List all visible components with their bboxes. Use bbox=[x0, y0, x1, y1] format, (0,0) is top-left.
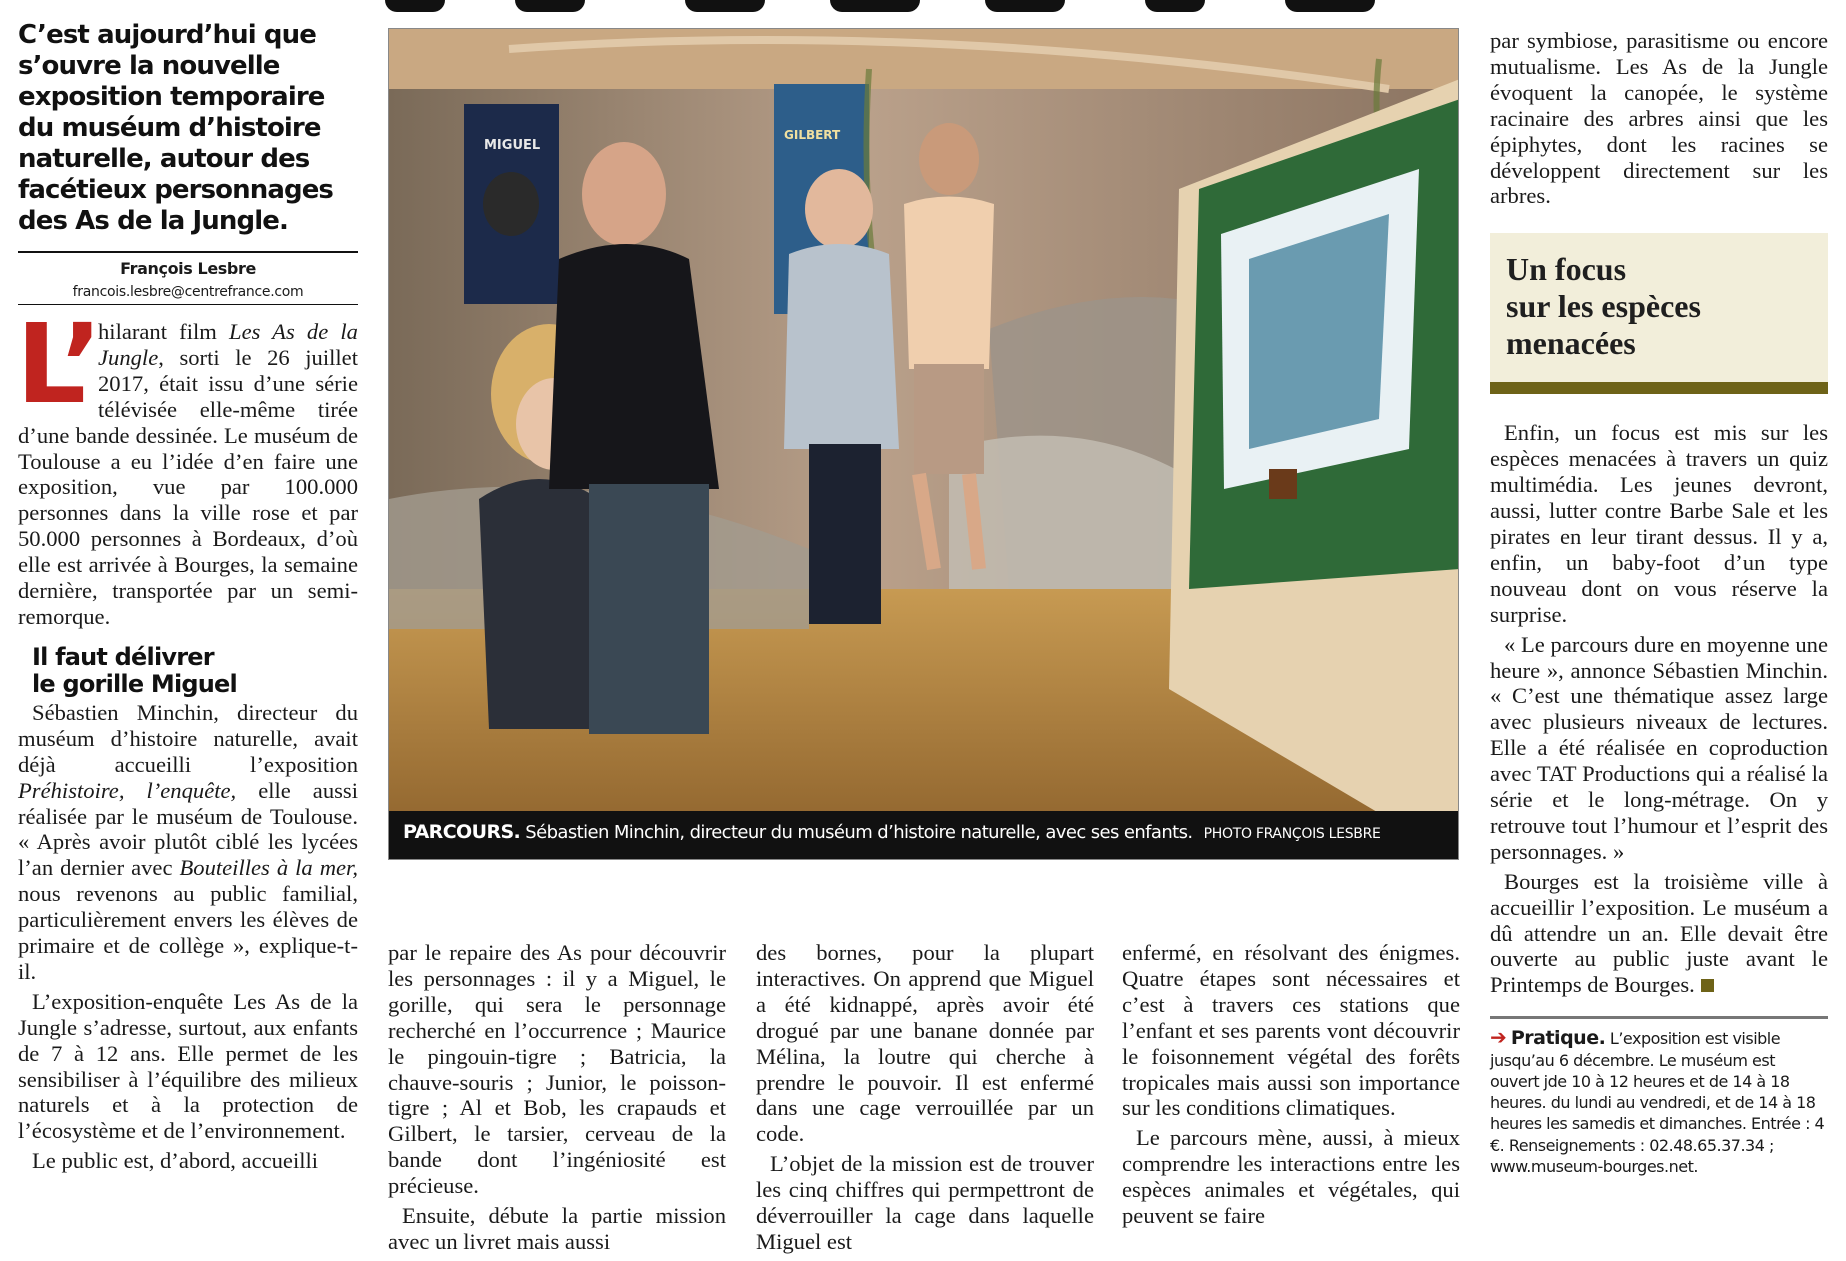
column-3-paragraph-2: L’objet de la mission est de trouver les cinq chiffres qui permpettront de déverrouiller la cage dans laquelle Miguel est bbox=[756, 1151, 1094, 1254]
end-mark-icon bbox=[1701, 979, 1714, 992]
column-4-paragraph-1: enfermé, en résolvant des énigmes. Quatre étapes sont nécessaires et c’est à travers ces stations que l’enfant et ses parents vont découvrir le foisonnement végétal des forêts tropicales mais aussi son importance sur les conditions climatiques. bbox=[1122, 940, 1460, 1121]
column-5-paragraph-1: par symbiose, parasitisme ou encore mutualisme. Les As de la Jungle évoquent la canopée, le système racinaire des arbres ainsi que les épiphytes, dont les racines se développent directement sur les arbres. bbox=[1490, 28, 1828, 209]
film-title: Les As de la Jungle bbox=[98, 319, 358, 370]
subheading bbox=[32, 644, 358, 698]
column-5-paragraph-3: « Le parcours dure en moyenne une heure », annonce Sébastien Minchin. « C’est une thématique assez large avec plusieurs niveaux de lectures. Elle a été réalisée en coproduction avec TAT Productions qui a réalisé la série et le long-métrage. On y retrouve tout l’humour et l’esprit des personnages. » bbox=[1490, 631, 1828, 864]
person-teen-2 bbox=[904, 197, 994, 370]
column-3 bbox=[756, 940, 1094, 1255]
column-5 bbox=[1490, 28, 1828, 1177]
paragraph-3: L’exposition-enquête Les As de la Jungle s’adresse, surtout, aux enfants de 7 à 12 ans. Elle permet de les sensibiliser à l’équilibre des milieux naturels et à la protection de l’écosystème et de l’environnement. bbox=[18, 988, 358, 1144]
column-5-paragraph-2: Enfin, un focus est mis sur les espèces menacées à travers un quiz multimédia. Les jeunes devront, aussi, lutter contre Barbe Sale et les pirates en leur tirant dessus. Il y a, enfin, un baby-foot d’un type nouveau dont on vous réserve la surprise. bbox=[1490, 420, 1828, 627]
caption-kicker: PARCOURS. bbox=[403, 821, 521, 843]
focus-title-line-1: Un focus bbox=[1506, 251, 1627, 288]
intro-text-b: , sorti le 26 juillet 2017, était issu d’une série télévisée elle-même tirée d’une bande dessinée. Le muséum de Toulouse a eu l’idée d’en faire une exposition, vue par 100.000 personnes dans la ville rose et par 50.000 personnes à Bordeaux, d’où elle est arrivée à Bourges, la semaine dernière, transportée par un semi-remorque. bbox=[18, 344, 358, 629]
article-photo bbox=[388, 28, 1459, 860]
person-teen-1 bbox=[784, 244, 899, 449]
paragraph-4-start: Le public est, d’abord, accueilli bbox=[32, 1148, 319, 1174]
column-4-paragraph-2: Le parcours mène, aussi, à mieux comprendre les interactions entre les espèces animales et végétales, qui peuvent se faire bbox=[1122, 1125, 1460, 1229]
author-name: François Lesbre bbox=[120, 259, 256, 278]
column-1-body bbox=[18, 700, 358, 1174]
poster-miguel-label: MIGUEL bbox=[484, 138, 541, 153]
focus-title-line-3: menacées bbox=[1506, 325, 1636, 362]
column-3-paragraph-1: des bornes, pour la plupart interactives. On apprend que Miguel a été kidnappé, après avoir été drogué par une banane donnée par Mélina, la loutre qui cherche à prendre le pouvoir. Il est enfermé dans une cage verrouillée par un code. bbox=[756, 940, 1094, 1147]
caption-text: Sébastien Minchin, directeur du muséum d’histoire naturelle, avec ses enfants. bbox=[525, 822, 1193, 843]
drop-cap: L’ bbox=[16, 300, 103, 428]
article-lead: C’est aujourd’hui que s’ouvre la nouvelle exposition temporaire du muséum d’histoire naturelle, autour des facétieux personnages des As de la Jungle. bbox=[18, 20, 333, 236]
practical-info bbox=[1490, 1016, 1828, 1177]
paragraph-2-a: Sébastien Minchin, directeur du muséum d’histoire naturelle, avait déjà accueilli l’exposition bbox=[18, 699, 358, 777]
subheading-line-1: Il faut délivrer bbox=[32, 642, 214, 671]
column-1 bbox=[18, 20, 358, 1174]
column-5-paragraph-4: Bourges est la troisième ville à accueillir l’exposition. Le muséum a dû attendre un an. Elle devait être ouverte au public juste avant le Printemps de Bourges. bbox=[1490, 868, 1828, 998]
author-email: francois.lesbre@centrefrance.com bbox=[72, 284, 304, 300]
expo-title-1: Préhistoire, l’enquête, bbox=[18, 777, 237, 803]
paragraph-2-c: nous revenons au public familial, particulièrement envers les élèves de primaire et de collège », explique-t-il. bbox=[18, 881, 358, 984]
byline bbox=[18, 251, 358, 305]
focus-box bbox=[1490, 233, 1828, 394]
intro-text-a: hilarant film bbox=[98, 319, 229, 344]
subheading-line-2: le gorille Miguel bbox=[32, 669, 237, 698]
intro-paragraph bbox=[16, 300, 358, 630]
column-4 bbox=[1122, 940, 1460, 1229]
practical-label: Pratique. bbox=[1510, 1027, 1606, 1050]
column-2 bbox=[388, 940, 726, 1255]
focus-title-line-2: sur les espèces bbox=[1506, 288, 1701, 325]
expo-title-2: Bouteilles à la mer, bbox=[179, 855, 358, 881]
practical-text: L’exposition est visible jusqu’au 6 décembre. Le muséum est ouvert jde 10 à 12 heures et de 14 à 18 heures. du lundi au vendredi, et de 14 à 18 heures les samedis et dimanches. Entrée : 4 €. Renseignements : 02.48.65.37.34 ; www.museum-bourges.net. bbox=[1490, 1029, 1825, 1177]
photo-illustration bbox=[389, 29, 1459, 860]
poster-gilbert-label: GILBERT bbox=[784, 128, 841, 142]
cropped-headline-fragment bbox=[385, 0, 1465, 20]
arrow-right-icon: ➔ bbox=[1490, 1025, 1507, 1050]
paragraph-2-b: elle aussi réalisée par le muséum de Toulouse. « Après avoir plutôt ciblé les lycées l’an dernier avec bbox=[18, 777, 358, 881]
column-2-paragraph-1: par le repaire des As pour découvrir les personnages : il y a Miguel, le gorille, qui sera le personnage recherché en l’occurrence ; Maurice le pingouin-tigre ; Batricia, la chauve-souris ; Junior, le poisson-tigre ; Al et Bob, les crapauds et Gilbert, le tarsier, cerveau de la bande dont l’ingéniosité est précieuse. bbox=[388, 940, 726, 1199]
photo-caption bbox=[389, 811, 1458, 859]
column-2-paragraph-2: Ensuite, débute la partie mission avec un livret mais aussi bbox=[388, 1203, 726, 1254]
caption-credit: PHOTO FRANÇOIS LESBRE bbox=[1203, 826, 1381, 842]
